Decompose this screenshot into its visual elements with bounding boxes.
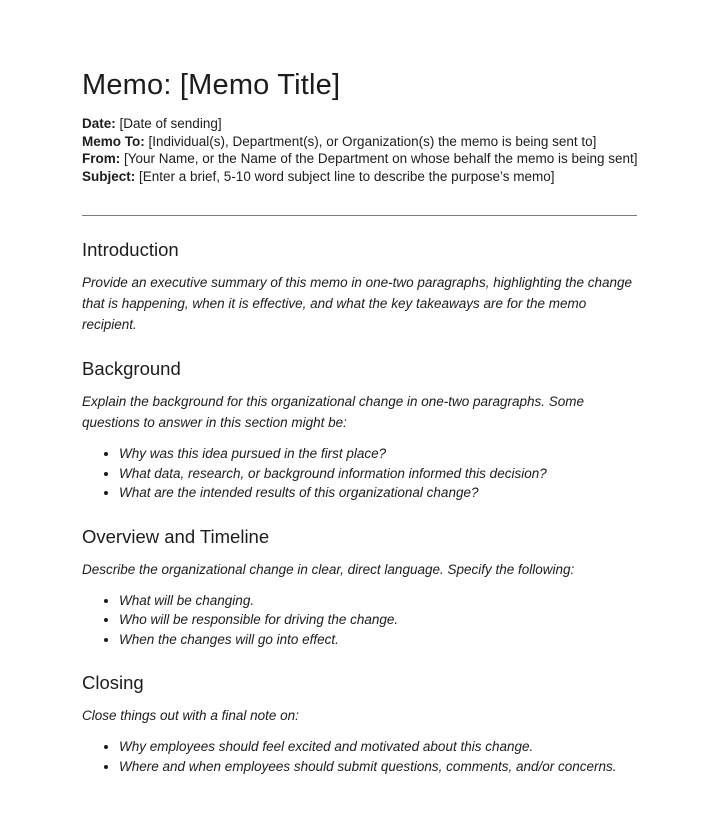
meta-label-date: Date: — [82, 116, 116, 131]
header-divider — [82, 215, 637, 216]
section-body-closing: Close things out with a final note on: — [82, 708, 299, 724]
section-body-background: Explain the background for this organizational change in one-two paragraphs. Some questions to answer in this section might be: — [82, 394, 585, 431]
meta-value-memo-to: [Individual(s), Department(s), or Organization(s) the memo is being sent to] — [144, 133, 597, 149]
bullet-item: • Who will be responsible for driving the change. — [119, 610, 637, 630]
bullet-list-background — [82, 444, 637, 503]
bullet-item: • What are the intended results of this organizational change? — [119, 483, 637, 503]
bullet-list-closing — [82, 737, 637, 776]
bullet-item: • Why employees should feel excited and motivated about this change. — [119, 737, 637, 757]
memo-title: Memo: [Memo Title] — [82, 69, 341, 101]
bullet-item: • Why was this idea pursued in the first place? — [119, 444, 637, 464]
bullet-list-overview-and-timeline — [82, 591, 637, 650]
meta-value-date: [Date of sending] — [115, 116, 222, 131]
section-heading-introduction: Introduction — [82, 239, 179, 261]
section-body-introduction: Provide an executive summary of this memo in one-two paragraphs, highlighting the change that is happening, when it is effective, and what the key takeaways are for the memo recipient. — [82, 275, 633, 333]
section-closing — [82, 671, 637, 776]
meta-line-from — [82, 150, 637, 168]
section-heading-background: Background — [82, 358, 181, 380]
section-heading-overview-and-timeline: Overview and Timeline — [82, 525, 270, 547]
section-heading-closing: Closing — [82, 672, 144, 694]
bullet-item: • What will be changing. — [119, 591, 637, 611]
memo-meta-block — [82, 115, 637, 185]
meta-value-from: [Your Name, or the Name of the Department on whose behalf the memo is being sent] — [120, 151, 638, 167]
bullet-item: • When the changes will go into effect. — [119, 630, 637, 650]
section-body-overview-and-timeline: Describe the organizational change in clear, direct language. Specify the following: — [82, 561, 575, 577]
meta-line-memo-to — [82, 133, 637, 151]
meta-label-from: From: — [82, 151, 121, 167]
meta-line-date — [82, 115, 637, 133]
bullet-item: • What data, research, or background information informed this decision? — [119, 464, 637, 484]
section-background — [82, 357, 637, 503]
section-overview-and-timeline — [82, 525, 637, 650]
meta-line-subject — [82, 168, 637, 186]
meta-value-subject: [Enter a brief, 5-10 word subject line to describe the purpose’s memo] — [135, 168, 555, 184]
meta-label-memo-to: Memo To: — [82, 133, 145, 149]
bullet-item: • Where and when employees should submit questions, comments, and/or concerns. — [119, 757, 637, 777]
section-introduction — [82, 238, 637, 335]
meta-label-subject: Subject: — [82, 168, 136, 184]
